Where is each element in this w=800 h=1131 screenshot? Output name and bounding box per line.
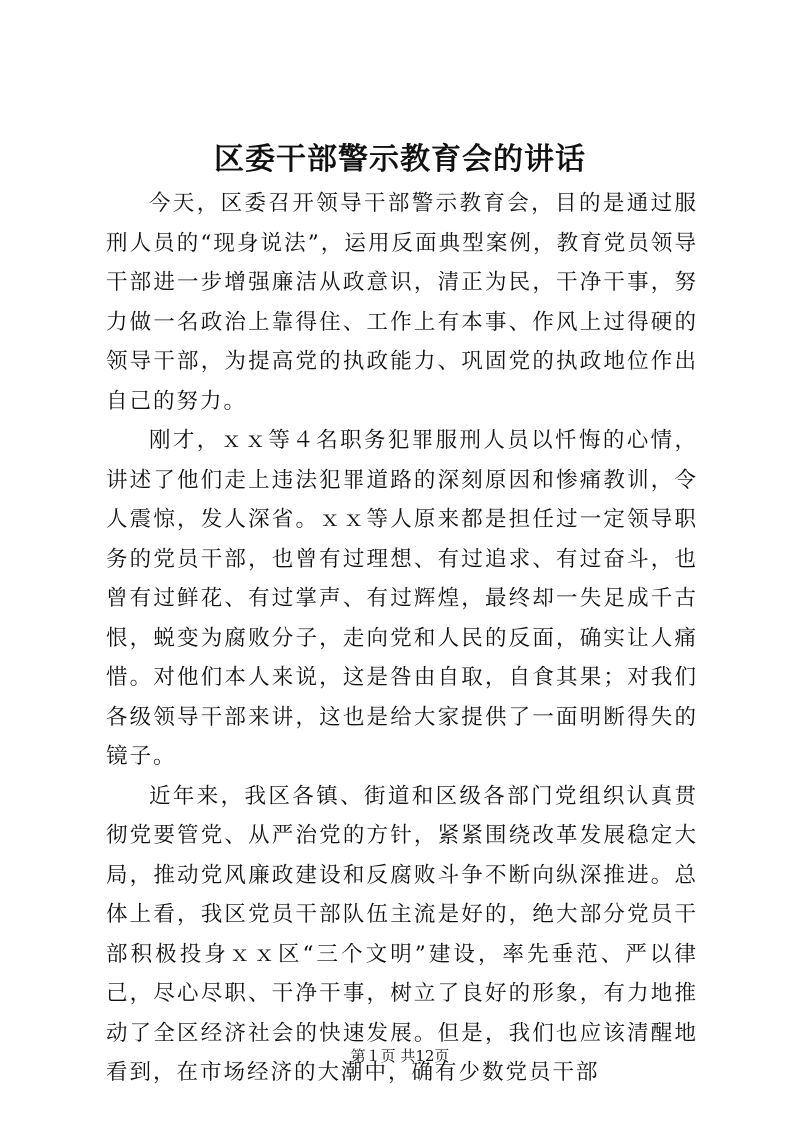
document-title: 区委干部警示教育会的讲话 <box>214 142 586 177</box>
document-body <box>106 184 698 1093</box>
page-number-footer: 第１页 共12页 <box>350 1047 450 1065</box>
paragraph-3: 近年来，我区各镇、街道和区级各部门党组织认真贯彻党要管党、从严治党的方针，紧紧围绕改革发展稳定大局，推动党风廉政建设和反腐败斗争不断向纵深推进。总体上看，我区党员干部队伍主流是好的，绝大部分党员干部积极投身ｘｘ区“三个文明”建设，率先垂范、严以律己，尽心尽职、干净干事，树立了良好的形象，有力地推动了全区经济社会的快速发展。但是，我们也应该清醒地看到，在市场经济的大潮中，确有少数党员干部 <box>106 783 698 1085</box>
paragraph-1: 今天，区委召开领导干部警示教育会，目的是通过服刑人员的“现身说法”，运用反面典型案例，教育党员领导干部进一步增强廉洁从政意识，清正为民，干净干事，努力做一名政治上靠得住、工作上有本事、作风上过得硬的领导干部，为提高党的执政能力、巩固党的执政地位作出自己的努力。 <box>106 191 698 414</box>
paragraph-2: 刚才，ｘｘ等４名职务犯罪服刑人员以忏悔的心情，讲述了他们走上违法犯罪道路的深刻原因和惨痛教训，令人震惊，发人深省。ｘｘ等人原来都是担任过一定领导职务的党员干部，也曾有过理想、有过追求、有过奋斗，也曾有过鲜花、有过掌声、有过辉煌，最终却一失足成千古恨，蜕变为腐败分子，走向党和人民的反面，确实让人痛惜。对他们本人来说，这是咎由自取，自食其果；对我们各级领导干部来讲，这也是给大家提供了一面明断得失的镜子。 <box>106 428 698 769</box>
